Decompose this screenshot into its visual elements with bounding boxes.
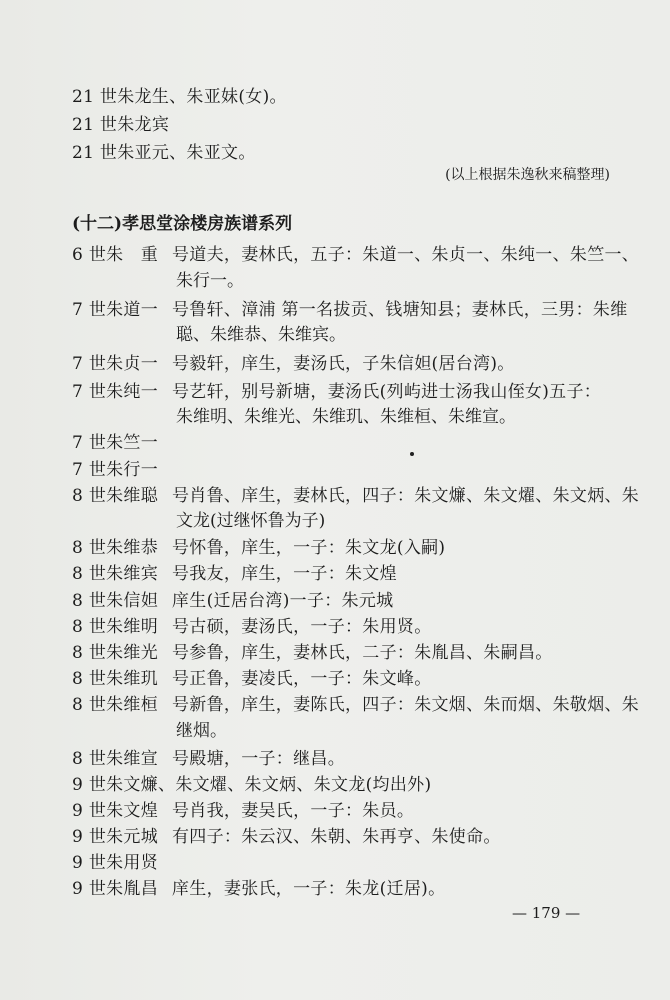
genealogy-entry	[72, 852, 172, 874]
entry-text: 号毅轩，庠生，妻汤氏，子朱信妲(居台湾)。	[172, 354, 515, 374]
genealogy-entry	[72, 381, 601, 403]
section-heading: (十二)孝思堂涂楼房族谱系列	[72, 214, 293, 234]
genealogy-entry	[72, 537, 445, 559]
generation-name: 8 世朱维明	[72, 617, 159, 637]
generation-name: 9 世朱文燫、朱文燿、朱文炳、朱文龙(均出外)	[72, 775, 432, 795]
generation-name: 7 世朱贞一	[72, 354, 159, 374]
generation-name: 7 世朱竺一	[72, 433, 159, 453]
genealogy-entry	[72, 774, 431, 796]
entry-continuation: 文龙(过继怀鲁为子)	[176, 511, 326, 531]
generation-name: 7 世朱纯一	[72, 382, 159, 402]
entry-text: 号艺轩，别号新塘，妻汤氏(列屿进士汤我山侄女)五子：	[172, 382, 602, 402]
generation-name: 8 世朱维宾	[72, 564, 159, 584]
entry-text: 号道夫，妻林氏，五子：朱道一、朱贞一、朱纯一、朱竺一、	[172, 245, 640, 265]
entry-text: 号古硕，妻汤氏，一子：朱用贤。	[172, 617, 432, 637]
generation-name: 8 世朱信妲	[72, 591, 159, 611]
generation-name: 8 世朱维宣	[72, 749, 159, 769]
generation-name: 7 世朱道一	[72, 300, 159, 320]
page-number: — 179 —	[512, 904, 581, 922]
entry-text: 号肖鲁、庠生，妻林氏，四子：朱文燫、朱文燿、朱文炳、朱	[172, 486, 640, 506]
entry-continuation: 聪、朱维恭、朱维宾。	[176, 325, 346, 345]
genealogy-entry	[72, 432, 172, 454]
generation-name: 8 世朱维聪	[72, 486, 159, 506]
entry-text: 庠生，妻张氏，一子：朱龙(迁居)。	[172, 879, 446, 899]
genealogy-entry	[72, 459, 172, 481]
entry-text: 号新鲁，庠生，妻陈氏，四子：朱文烟、朱而烟、朱敬烟、朱	[172, 695, 640, 715]
entry-text: 号参鲁，庠生，妻林氏，二子：朱胤昌、朱嗣昌。	[172, 643, 553, 663]
generation-name: 9 世朱用贤	[72, 853, 159, 873]
genealogy-entry	[72, 485, 639, 507]
generation-name: 9 世朱元城	[72, 827, 159, 847]
entry-continuation: 朱维明、朱维光、朱维玑、朱维桓、朱维宣。	[176, 407, 516, 427]
generation-name: 8 世朱维桓	[72, 695, 159, 715]
ink-speck	[410, 452, 414, 456]
genealogy-entry	[72, 563, 397, 585]
entry-text: 有四子：朱云汉、朱朝、朱再亨、朱使命。	[172, 827, 501, 847]
entry-continuation: 继烟。	[176, 721, 227, 741]
generation-name: 7 世朱行一	[72, 460, 159, 480]
entry-text: 号鲁轩、漳浦 第一名拔贡、钱塘知县；妻林氏，三男：朱维	[172, 300, 628, 320]
entry-text: 号肖我，妻吴氏，一子：朱员。	[172, 801, 415, 821]
genealogy-entry	[72, 748, 345, 770]
text-line: 21 世朱龙生、朱亚妹(女)。	[72, 87, 287, 107]
genealogy-entry	[72, 244, 639, 266]
source-note: (以上根据朱逸秋来稿整理)	[445, 167, 610, 183]
genealogy-entry	[72, 616, 432, 638]
generation-name: 8 世朱维恭	[72, 538, 159, 558]
entry-text: 号正鲁，妻凌氏，一子：朱文峰。	[172, 669, 432, 689]
generation-name: 6 世朱 重	[72, 245, 159, 265]
genealogy-entry	[72, 878, 445, 900]
genealogy-entry	[72, 642, 553, 664]
genealogy-entry	[72, 299, 628, 321]
text-line: 21 世朱龙宾	[72, 115, 170, 135]
entry-text: 号殿塘，一子：继昌。	[172, 749, 345, 769]
genealogy-entry	[72, 668, 432, 690]
generation-name: 8 世朱维光	[72, 643, 159, 663]
generation-name: 9 世朱胤昌	[72, 879, 159, 899]
entry-text: 号怀鲁，庠生，一子：朱文龙(入嗣)	[172, 538, 446, 558]
generation-name: 8 世朱维玑	[72, 669, 159, 689]
entry-text: 庠生(迁居台湾)一子：朱元城	[172, 591, 394, 611]
genealogy-entry	[72, 800, 414, 822]
generation-name: 9 世朱文煌	[72, 801, 159, 821]
genealogy-entry	[72, 590, 393, 612]
genealogy-entry	[72, 353, 515, 375]
text-line: 21 世朱亚元、朱亚文。	[72, 143, 256, 163]
genealogy-entry	[72, 694, 639, 716]
entry-continuation: 朱行一。	[176, 271, 244, 291]
entry-text: 号我友，庠生，一子：朱文煌	[172, 564, 397, 584]
genealogy-entry	[72, 826, 501, 848]
